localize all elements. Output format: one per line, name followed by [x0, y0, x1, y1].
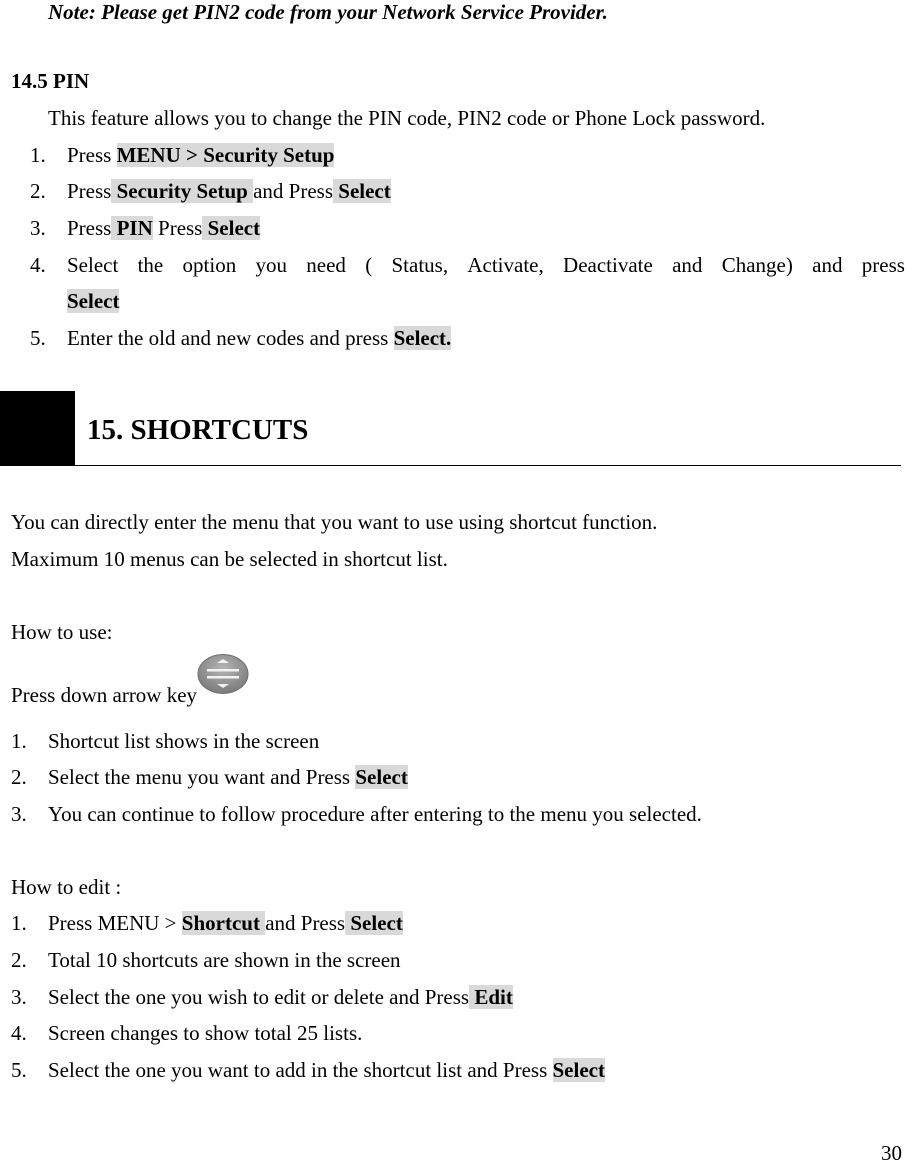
step-text: Press — [67, 143, 117, 167]
menu-path-highlight: MENU > Security Setup — [116, 143, 335, 167]
select-highlight: Select — [552, 1058, 605, 1082]
select-highlight: Select — [67, 289, 120, 313]
step-text: Shortcut list shows in the screen — [48, 729, 320, 753]
step-text: Press — [67, 179, 112, 203]
heading-rule — [0, 465, 901, 466]
step-text: Total 10 shortcuts are shown in the screen — [48, 948, 401, 972]
edit-step-2 — [11, 948, 401, 973]
step-4-justified-line — [67, 253, 905, 278]
select-highlight: Select — [345, 911, 403, 935]
pin-highlight: PIN — [111, 216, 153, 240]
step-word: the — [137, 253, 164, 277]
pin-step-1 — [30, 143, 334, 168]
step-text: Select the one you want to add in the shortcut list and Press — [48, 1058, 553, 1082]
step-number: 2. — [11, 765, 27, 789]
step-number: 2. — [30, 179, 46, 203]
step-number: 1. — [30, 143, 46, 167]
select-highlight: Select. — [393, 326, 452, 350]
pin-step-5 — [30, 326, 451, 351]
step-text-mid: Press — [152, 216, 203, 240]
how-to-use-label: How to use: — [11, 620, 113, 644]
pin-step-4 — [30, 253, 905, 278]
use-step-2 — [11, 765, 408, 790]
step-text: Press MENU > — [48, 911, 182, 935]
shortcut-highlight: Shortcut — [181, 911, 266, 935]
pin-intro: This feature allows you to change the PIN code, PIN2 code or Phone Lock password. — [48, 106, 766, 130]
how-to-edit-label: How to edit : — [11, 875, 122, 899]
edit-step-5 — [11, 1058, 605, 1083]
step-text: Select the menu you want and Press — [48, 765, 356, 789]
select-highlight: Select — [333, 179, 391, 203]
step-text-mid: and Press — [265, 911, 346, 935]
step-word: option — [182, 253, 237, 277]
step-number: 3. — [11, 985, 27, 1009]
step-word: need — [306, 253, 346, 277]
page-number: 30 — [881, 1141, 902, 1165]
step-word: Deactivate — [563, 253, 653, 277]
step-text-mid: and Press — [253, 179, 334, 203]
press-down-text: Press down arrow key — [11, 683, 198, 707]
step-text: Screen changes to show total 25 lists. — [48, 1021, 363, 1045]
chapter-marker-block — [0, 391, 75, 465]
step-word: ( — [365, 253, 373, 277]
pin-step-4-continued — [67, 289, 119, 314]
provider-note: Note: Please get PIN2 code from your Network Service Provider. — [48, 0, 608, 24]
step-number: 3. — [30, 216, 46, 240]
step-number: 3. — [11, 802, 27, 826]
step-text: Select the one you wish to edit or delete and Press — [48, 985, 470, 1009]
shortcuts-intro-1: You can directly enter the menu that you want to use using shortcut function. — [11, 510, 658, 534]
press-down-line — [11, 683, 249, 708]
step-word: and — [812, 253, 843, 277]
edit-step-4 — [11, 1021, 362, 1046]
edit-highlight: Edit — [469, 985, 513, 1009]
edit-step-1 — [11, 911, 403, 936]
step-word: press — [861, 253, 905, 277]
step-number: 1. — [11, 729, 27, 753]
step-word: Change) — [721, 253, 793, 277]
step-number: 5. — [30, 326, 46, 350]
shortcuts-intro-2: Maximum 10 menus can be selected in shortcut list. — [11, 547, 448, 571]
chapter-heading-shortcuts: 15. SHORTCUTS — [87, 414, 309, 446]
step-word: you — [255, 253, 287, 277]
step-number: 4. — [30, 253, 46, 277]
step-number: 4. — [11, 1021, 27, 1045]
security-setup-highlight: Security Setup — [111, 179, 254, 203]
step-number: 1. — [11, 911, 27, 935]
step-word: Select — [67, 253, 119, 277]
section-heading-pin: 14.5 PIN — [11, 69, 90, 93]
step-word: Status, — [391, 253, 449, 277]
step-word: and — [672, 253, 703, 277]
step-text: Press — [67, 216, 112, 240]
step-text: Enter the old and new codes and press — [67, 326, 394, 350]
pin-step-2 — [30, 179, 391, 204]
down-arrow-key-icon — [197, 653, 249, 701]
step-word: Activate, — [467, 253, 544, 277]
select-highlight: Select — [202, 216, 261, 240]
pin-step-3 — [30, 216, 260, 241]
use-step-3 — [11, 802, 702, 827]
select-highlight: Select — [355, 765, 408, 789]
step-number: 2. — [11, 948, 27, 972]
step-text: You can continue to follow procedure after entering to the menu you selected. — [48, 802, 702, 826]
use-step-1 — [11, 729, 319, 754]
edit-step-3 — [11, 985, 513, 1010]
step-number: 5. — [11, 1058, 27, 1082]
